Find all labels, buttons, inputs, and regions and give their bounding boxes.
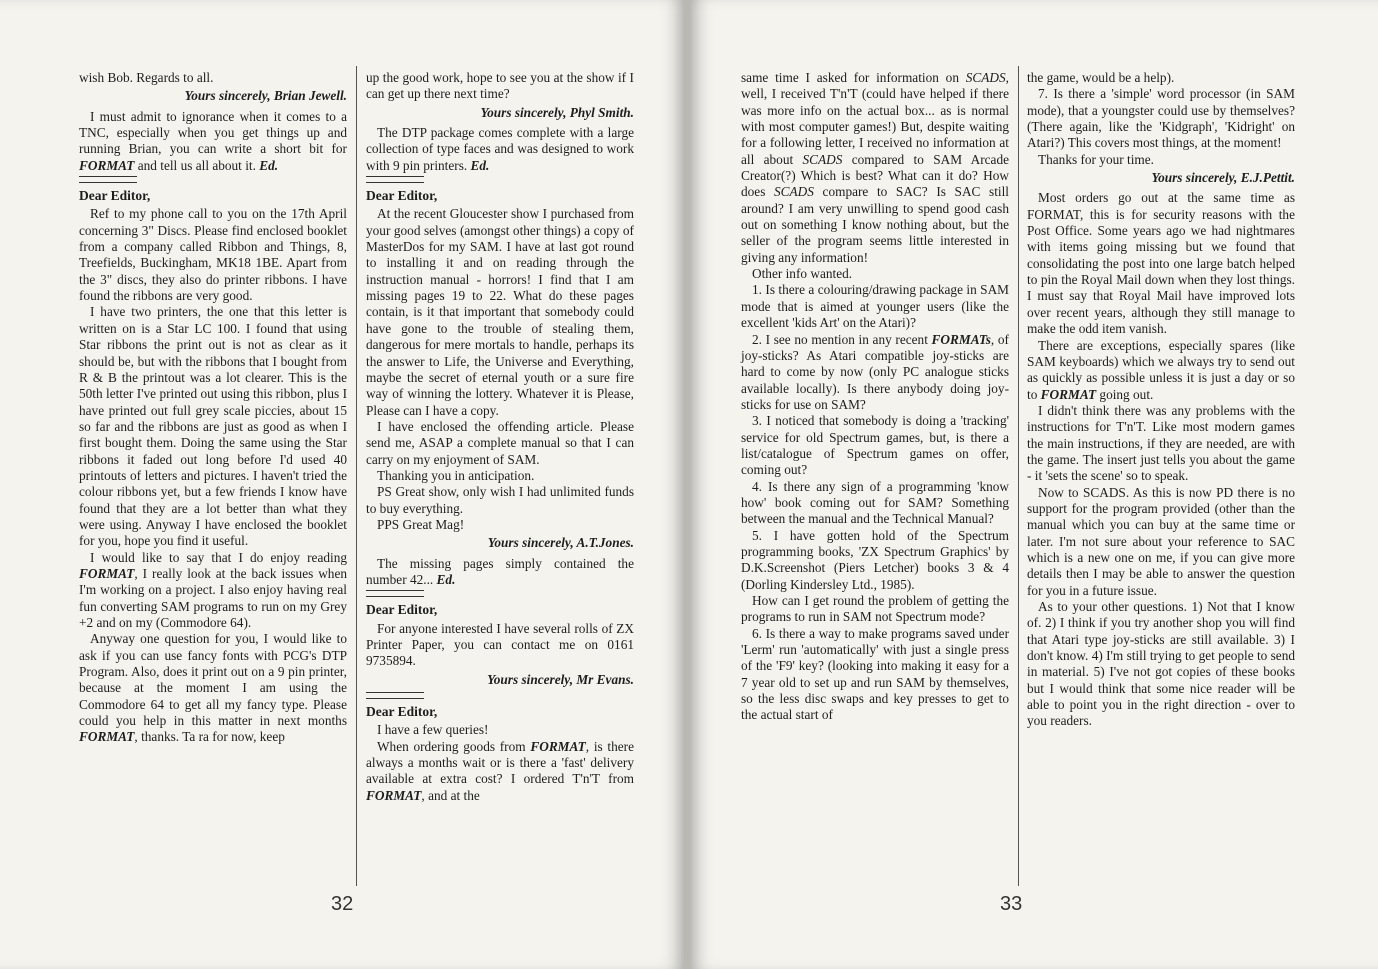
paragraph — [366, 739, 634, 804]
section-rule — [366, 590, 424, 597]
letter-signature: Yours sincerely, E.J.Pettit. — [1151, 170, 1295, 186]
column-divider — [1018, 66, 1019, 886]
text-run: , thanks. Ta ra for now, keep — [134, 729, 285, 745]
left-column-1 — [79, 70, 347, 746]
text-run: up the good work, hope to see you at the show if I can get up there next time? — [366, 70, 634, 102]
paragraph — [1027, 485, 1295, 599]
section-rule — [366, 176, 424, 183]
italic-text: SCADS — [802, 151, 843, 167]
text-run: 5. I have gotten hold of the Spectrum programming books, 'ZX Spectrum Graphics' by D.K.Screenshot (Piers Letcher) books 3 & 4 (Dorling Kindersley Ltd., 1985). — [741, 527, 1009, 592]
paragraph — [1027, 338, 1295, 403]
paragraph — [366, 621, 634, 670]
paragraph — [741, 332, 1009, 414]
text-run: I have two printers, the one that this letter is written on is a Star LC 100. I found that using Star ribbons the print out is not as clear as it should be, but with the ribbons that I bought from R & B the printout was a lot clearer. This is the 50th letter I've printed out using this ribbon, plus I have printed out full grey scale piccies, about 15 so far and the ribbons are just as good as when I first bought them. Doing the same using the Star ribbons it faded out long before I'd used 40 printouts of letters and pictures. I haven't tried the colour ribbons yet, but a few friends I know have found that they are a lot better than what they were using. Anyway I have enclosed the booklet for you, hope you find it useful. — [79, 304, 347, 549]
emphasis-text: FORMAT — [79, 729, 135, 745]
column-divider — [356, 66, 357, 886]
emphasis-text: Ed. — [259, 157, 279, 173]
text-run: 6. Is there a way to make programs saved under 'Lerm' run 'automatically' with just a single press of the 'F9' key? (looking into making it easy for a 7 year old to set up and run SAM by themselves, so the less disc swaps and key presses to get to the actual start of — [741, 625, 1009, 723]
italic-text: SCADS — [774, 184, 814, 200]
paragraph — [79, 304, 347, 549]
paragraph — [366, 556, 634, 589]
text-run: PPS Great Mag! — [377, 516, 465, 532]
left-column-2 — [366, 70, 634, 804]
text-run: compare to SAC? Is SAC still around? I am very unwilling to spend good cash out on something I know nothing about, but the seller of the program seems little interested in giving any information! — [741, 184, 1009, 265]
text-run: Most orders go out at the same time as FORMAT, this is for security reasons with the Post Office. Some years ago we had nightmares with items going missing but we found that consolidating the post into one large batch helped to pin the Royal Mail down when they lost things. I must say that Royal Mail have improved lots over recent years, although they still manage to make the odd item vanish. — [1027, 190, 1295, 337]
emphasis-text: FORMAT — [530, 738, 586, 754]
page-number-right: 33 — [1000, 893, 1023, 915]
text-run: the game, would be a help). — [1027, 70, 1175, 85]
emphasis-text: FORMAT — [366, 787, 422, 803]
emphasis-text: FORMAT — [79, 565, 135, 581]
right-column-2 — [1027, 70, 1295, 730]
text-run: same time I asked for information on — [741, 70, 966, 85]
paragraph — [366, 206, 634, 418]
emphasis-text: FORMAT — [1040, 386, 1097, 402]
paragraph — [366, 517, 634, 533]
paragraph — [79, 206, 347, 304]
text-run: 4. Is there any sign of a programming 'know how' book coming out for SAM? Something between the manual and the Technical Manual? — [741, 478, 1009, 527]
text-run: How can I get round the problem of getting the programs to run in SAM not Spectrum mode? — [741, 593, 1009, 625]
left-page — [0, 0, 684, 969]
letter-signature: Yours sincerely, Mr Evans. — [487, 671, 634, 687]
italic-text: SCADS — [965, 70, 1006, 85]
paragraph — [1027, 190, 1295, 337]
text-run: At the recent Gloucester show I purchased from your good selves (amongst other things) a copy of MasterDos for my SAM. I have at last got round to installing it and on reading through the instruction manual - horrors! I find that I am missing pages 19 to 22. What do these pages contain, is it that important that somebody could have gone to the trouble of stealing them, dangerous for mere mortals to handle, perhaps its the answer to Life, the Universe and Everything, maybe the secret of eternal youth or a sure fire way of winning the lottery. Whatever it is Please, Please can I have a copy. — [366, 206, 634, 418]
paragraph — [1027, 599, 1295, 730]
paragraph — [741, 479, 1009, 528]
text-run: , is there always a months wait or is there a 'fast' delivery available at extra cost? I ordered T'n'T from — [366, 738, 634, 787]
paragraph — [741, 282, 1009, 331]
emphasis-text: Ed. — [470, 157, 490, 173]
text-run: Thanks for your time. — [1038, 151, 1154, 167]
paragraph — [741, 266, 1009, 282]
text-run: Now to SCADS. As this is now PD there is no support for the program provided (other than the manual which you can buy at the same time or later. I'm not sure about your reference to SAC which is a new one on me, if you can give more details then I may be able to answer the question for you in a future issue. — [1027, 484, 1295, 598]
text-run: There are exceptions, especially spares (like SAM keyboards) which we always try to send out as quickly as possible unless it is just a day or so to — [1027, 337, 1295, 402]
letter-salutation: Dear Editor, — [366, 704, 438, 720]
text-run: When ordering goods from — [377, 738, 531, 754]
text-run: I didn't think there was any problems with the instructions for T'n'T. Like most modern games the main instructions, if they are needed, are with the game. The insert just tells you about the game - it 'sets the scene' so to speak. — [1027, 402, 1295, 484]
text-run: The missing pages simply contained the number 42... — [366, 555, 634, 587]
emphasis-text: Ed. — [436, 571, 456, 587]
text-run: 3. I noticed that somebody is doing a 'tracking' service for old Spectrum games, but, is there a list/catalogue of Spectrum games on offer, coming out? — [741, 413, 1009, 478]
paragraph — [741, 528, 1009, 593]
right-page — [690, 0, 1378, 969]
text-run: , I really look at the back issues when I'm working on a project. I also enjoy having real fun converting SAM programs to run on my Grey +2 and on my (Commodore 64). — [79, 565, 347, 630]
paragraph — [79, 550, 347, 632]
paragraph — [366, 722, 634, 738]
text-run: I must admit to ignorance when it comes to a TNC, especially when you get things up and running Brian, you can write a short bit for — [79, 108, 347, 157]
text-run: I have enclosed the offending article. Please send me, ASAP a complete manual so that I can carry on my enjoyment of SAM. — [366, 418, 634, 467]
paragraph — [741, 70, 1009, 266]
paragraph — [741, 626, 1009, 724]
text-run: PS Great show, only wish I had unlimited funds to buy everything. — [366, 484, 634, 516]
right-column-1 — [741, 70, 1009, 724]
text-run: Anyway one question for you, I would like to ask if you can use fancy fonts with PCG's DTP Program. Also, does it print out on a 9 pin printer, because at the moment I am using the Commodore 64 to get all my fancy type. Please could you help in this matter in next months — [79, 631, 347, 729]
text-run: 7. Is there a 'simple' word processor (in SAM mode), that a youngster could use by themselves? (There again, like the 'Kidgraph', 'Kidright' on Atari?) This covers most things, at the moment! — [1027, 86, 1295, 151]
text-run: The DTP package comes complete with a large collection of type faces and was designed to work with 9 pin printers. — [366, 125, 634, 173]
text-run: compared to SAM Arcade Creator(?) Which is best? What can it do? How does — [741, 151, 1009, 200]
letter-signature: Yours sincerely, Brian Jewell. — [184, 88, 347, 104]
paragraph — [366, 468, 634, 484]
text-run: going out. — [1096, 386, 1154, 402]
text-run: wish Bob. Regards to all. — [79, 70, 214, 85]
text-run: For anyone interested I have several rolls of ZX Printer Paper, you can contact me on 0161 9735894. — [366, 620, 634, 669]
paragraph — [366, 419, 634, 468]
paragraph — [366, 70, 634, 103]
text-run: I have a few queries! — [377, 722, 489, 738]
paragraph — [1027, 152, 1295, 168]
text-run: Other info wanted. — [752, 266, 853, 282]
letter-signature: Yours sincerely, A.T.Jones. — [487, 535, 634, 551]
page-number-left: 32 — [331, 893, 354, 915]
paragraph — [741, 593, 1009, 626]
paragraph — [1027, 86, 1295, 151]
text-run: 2. I see no mention in any recent — [752, 331, 932, 347]
paragraph — [79, 109, 347, 174]
section-rule — [366, 692, 424, 699]
letter-salutation: Dear Editor, — [366, 602, 438, 618]
text-run: and tell us all about it. — [134, 157, 260, 173]
text-run: 1. Is there a colouring/drawing package in SAM mode that is aimed at younger users (like the excellent 'kids Art' on the Atari)? — [741, 282, 1009, 331]
text-run: Ref to my phone call to you on the 17th April concerning 3" Discs. Please find enclosed booklet from a company called Ribbon and Things, 8, Treefields, Buckingham, MK18 1BE. Apart from the 3" discs, they also do printer ribbons. I have found the ribbons are very good. — [79, 206, 347, 304]
paragraph — [79, 631, 347, 745]
letter-signature: Yours sincerely, Phyl Smith. — [480, 104, 634, 120]
text-run: , of joy-sticks? As Atari compatible joy-sticks are hard to come by now (only PC analogue sticks available locally). Is there anybody doing joy-sticks for use on SAM? — [741, 331, 1009, 412]
text-run: I would like to say that I do enjoy reading — [90, 549, 347, 565]
paragraph — [741, 413, 1009, 478]
emphasis-text: FORMATs — [931, 331, 991, 347]
text-run: As to your other questions. 1) Not that I know of. 2) I think if you try another shop you will find that Atari type joy-sticks are still available. 3) I don't know. 4) I'm still trying to get people to send in material. 5) I've not got copies of these books but I would think that some nice reader will be able to point you in the right direction - over to you readers. — [1027, 599, 1295, 729]
text-run: Thanking you in anticipation. — [377, 467, 535, 483]
paragraph — [366, 125, 634, 174]
paragraph — [1027, 70, 1295, 86]
text-run: , and at the — [421, 787, 480, 803]
paragraph — [1027, 403, 1295, 485]
text-run: , well, I received T'n'T (could have helped if there was more info on the actual box... as is normal with most computer games!) But, despite waiting for a following letter, I received no information at all about — [741, 70, 1009, 167]
paragraph — [366, 484, 634, 517]
letter-salutation: Dear Editor, — [366, 188, 438, 204]
letter-salutation: Dear Editor, — [79, 188, 151, 204]
emphasis-text: FORMAT — [79, 157, 135, 173]
section-rule — [79, 176, 137, 183]
paragraph — [79, 70, 347, 86]
